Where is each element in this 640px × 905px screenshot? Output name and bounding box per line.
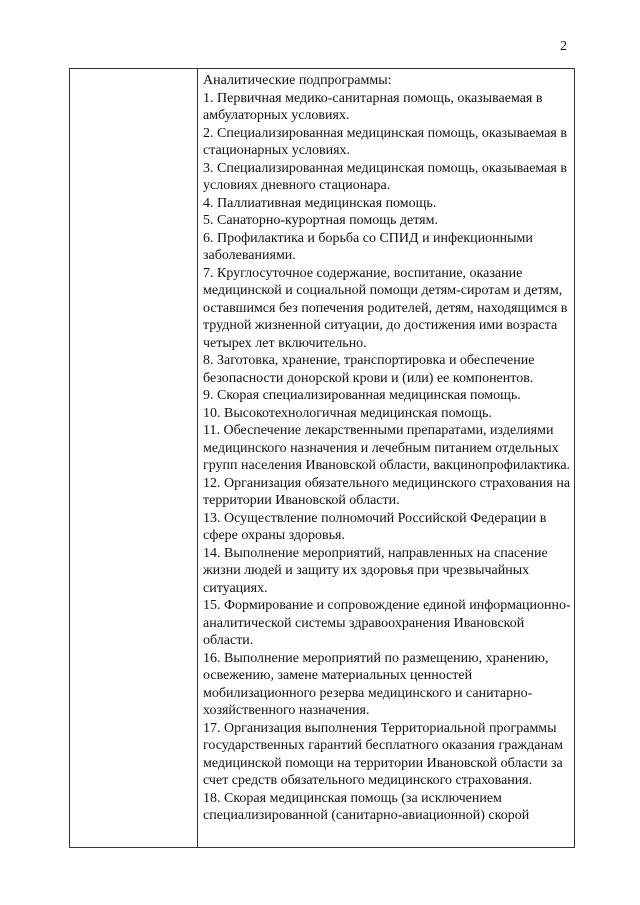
subprogram-item-7: 7. Круглосуточное содержание, воспитание, оказание медицинской и социальной помощи детям-сиротам и детям, оставшимся без попечения родителей, детям, находящимся в трудной жизненной ситуации, до достижения ими возраста четырех лет включительно. — [203, 265, 568, 351]
column-divider — [197, 69, 198, 847]
subprogram-item-6: 6. Профилактика и борьба со СПИД и инфекционными заболеваниями. — [203, 230, 533, 263]
subprogram-item-15: 15. Формирование и сопровождение единой информационно-аналитической системы здравоохранения Ивановской области. — [203, 598, 571, 648]
subprograms-heading: Аналитические подпрограммы: — [203, 73, 392, 88]
subprogram-item-14: 14. Выполнение мероприятий, направленных на спасение жизни людей и защиту их здоровья при чрезвычайных ситуациях. — [203, 545, 548, 596]
subprogram-item-10: 10. Высокотехнологичная медицинская помощь. — [203, 405, 492, 421]
subprogram-item-18: 18. Скорая медицинская помощь (за исключением специализированной (санитарно-авиационной) скорой — [203, 790, 530, 823]
subprogram-item-2: 2. Специализированная медицинская помощь, оказываемая в стационарных условиях. — [203, 125, 567, 158]
subprograms-cell — [203, 72, 573, 825]
subprogram-item-16: 16. Выполнение мероприятий по размещению, хранению, освежению, замене материальных ценностей мобилизационного резерва медицинского и санитарно-хозяйственного назначения. — [203, 650, 549, 718]
subprogram-item-4: 4. Паллиативная медицинская помощь. — [203, 195, 437, 211]
document-table — [69, 68, 575, 848]
subprogram-item-12: 12. Организация обязательного медицинского страхования на территории Ивановской области. — [203, 475, 571, 508]
subprogram-item-3: 3. Специализированная медицинская помощь, оказываемая в условиях дневного стационара. — [203, 160, 567, 193]
subprogram-item-17: 17. Организация выполнения Территориальной программы государственных гарантий бесплатного оказания гражданам медицинской помощи на территории Ивановской области за счет средств обязательного медицинского страхования. — [203, 720, 564, 788]
subprogram-item-9: 9. Скорая специализированная медицинская помощь. — [203, 388, 521, 403]
subprogram-item-5: 5. Санаторно-курортная помощь детям. — [203, 213, 438, 228]
subprogram-item-13: 13. Осуществление полномочий Российской Федерации в сфере охраны здоровья. — [203, 510, 547, 543]
subprogram-item-11: 11. Обеспечение лекарственными препаратами, изделиями медицинского назначения и лечебным питанием отдельных групп населения Ивановской области, вакцинопрофилактика. — [203, 423, 571, 473]
page-number: 2 — [560, 39, 567, 54]
subprogram-item-1: 1. Первичная медико-санитарная помощь, оказываемая в амбулаторных условиях. — [203, 90, 543, 123]
subprogram-item-8: 8. Заготовка, хранение, транспортировка и обеспечение безопасности донорской крови и (или) ее компонентов. — [203, 353, 535, 386]
